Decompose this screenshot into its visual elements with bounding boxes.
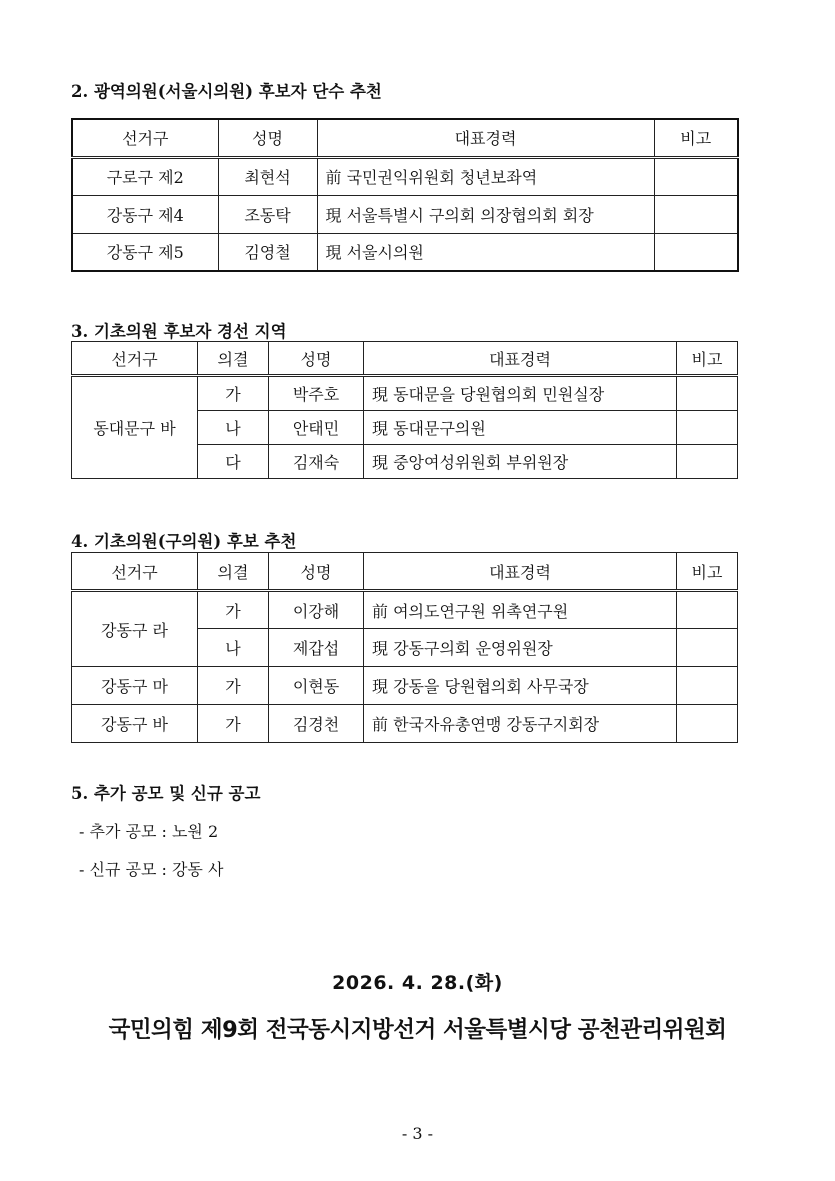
section-3-table	[71, 341, 738, 479]
note-cell	[677, 445, 738, 479]
note-cell	[654, 233, 738, 271]
career-cell: 前 여의도연구원 위촉연구원	[364, 591, 677, 629]
page-number: - 3 -	[401, 1124, 434, 1143]
list-item: - 추가 공모 : 노원 2	[79, 822, 219, 841]
career-cell: 前 국민권익위원회 청년보좌역	[317, 157, 654, 195]
career-cell: 現 강동을 당원협의회 사무국장	[364, 667, 677, 705]
career-cell: 前 한국자유총연맹 강동구지회장	[364, 705, 677, 743]
section-5-title: 5. 추가 공모 및 신규 공고	[71, 784, 261, 803]
rank-cell: 가	[198, 705, 269, 743]
table-row	[72, 157, 738, 195]
name-cell: 이현동	[269, 667, 364, 705]
rank-cell: 가	[198, 591, 269, 629]
name-cell: 김경천	[269, 705, 364, 743]
name-cell: 박주호	[269, 376, 364, 411]
header-career: 대표경력	[364, 553, 677, 591]
header-name: 성명	[269, 342, 364, 376]
table-row	[72, 195, 738, 233]
section-4-title: 4. 기초의원(구의원) 후보 추천	[71, 532, 297, 551]
district-cell: 동대문구 바	[72, 376, 198, 479]
career-cell: 現 서울특별시 구의회 의장협의회 회장	[317, 195, 654, 233]
note-cell	[654, 157, 738, 195]
note-cell	[677, 591, 738, 629]
career-cell: 現 동대문구의원	[364, 411, 677, 445]
district-cell: 강동구 마	[72, 667, 198, 705]
note-cell	[677, 705, 738, 743]
note-cell	[677, 629, 738, 667]
name-cell: 김영철	[218, 233, 317, 271]
district-cell: 강동구 라	[72, 591, 198, 667]
header-name: 성명	[218, 119, 317, 157]
document-date: 2026. 4. 28.(화)	[332, 972, 503, 994]
table-row	[72, 376, 738, 411]
header-note: 비고	[654, 119, 738, 157]
header-district: 선거구	[72, 553, 198, 591]
header-rank: 의결	[198, 342, 269, 376]
rank-cell: 나	[198, 411, 269, 445]
district-cell: 강동구 제5	[72, 233, 218, 271]
career-cell: 現 강동구의회 운영위원장	[364, 629, 677, 667]
rank-cell: 가	[198, 376, 269, 411]
name-cell: 안태민	[269, 411, 364, 445]
table-row	[72, 591, 738, 629]
header-note: 비고	[677, 553, 738, 591]
name-cell: 제갑섭	[269, 629, 364, 667]
table-row	[72, 667, 738, 705]
career-cell: 現 서울시의원	[317, 233, 654, 271]
note-cell	[677, 411, 738, 445]
career-cell: 現 동대문을 당원협의회 민원실장	[364, 376, 677, 411]
note-cell	[654, 195, 738, 233]
header-name: 성명	[269, 553, 364, 591]
district-cell: 강동구 제4	[72, 195, 218, 233]
header-note: 비고	[677, 342, 738, 376]
section-2-table	[71, 118, 739, 272]
name-cell: 최현석	[218, 157, 317, 195]
section-3-title: 3. 기초의원 후보자 경선 지역	[71, 322, 287, 341]
table-header-row	[72, 553, 738, 591]
section-2-title: 2. 광역의원(서울시의원) 후보자 단수 추천	[71, 82, 382, 101]
table-header-row	[72, 119, 738, 157]
district-cell: 구로구 제2	[72, 157, 218, 195]
name-cell: 조동탁	[218, 195, 317, 233]
header-district: 선거구	[72, 342, 198, 376]
career-cell: 現 중앙여성위원회 부위원장	[364, 445, 677, 479]
header-rank: 의결	[198, 553, 269, 591]
rank-cell: 나	[198, 629, 269, 667]
committee-name: 국민의힘 제9회 전국동시지방선거 서울특별시당 공천관리위원회	[108, 1017, 727, 1043]
section-4-table	[71, 552, 738, 743]
header-district: 선거구	[72, 119, 218, 157]
name-cell: 김재숙	[269, 445, 364, 479]
header-career: 대표경력	[364, 342, 677, 376]
list-item: - 신규 공모 : 강동 사	[79, 860, 224, 879]
name-cell: 이강해	[269, 591, 364, 629]
table-row	[72, 705, 738, 743]
rank-cell: 다	[198, 445, 269, 479]
district-cell: 강동구 바	[72, 705, 198, 743]
rank-cell: 가	[198, 667, 269, 705]
table-header-row	[72, 342, 738, 376]
note-cell	[677, 667, 738, 705]
table-row	[72, 233, 738, 271]
note-cell	[677, 376, 738, 411]
header-career: 대표경력	[317, 119, 654, 157]
